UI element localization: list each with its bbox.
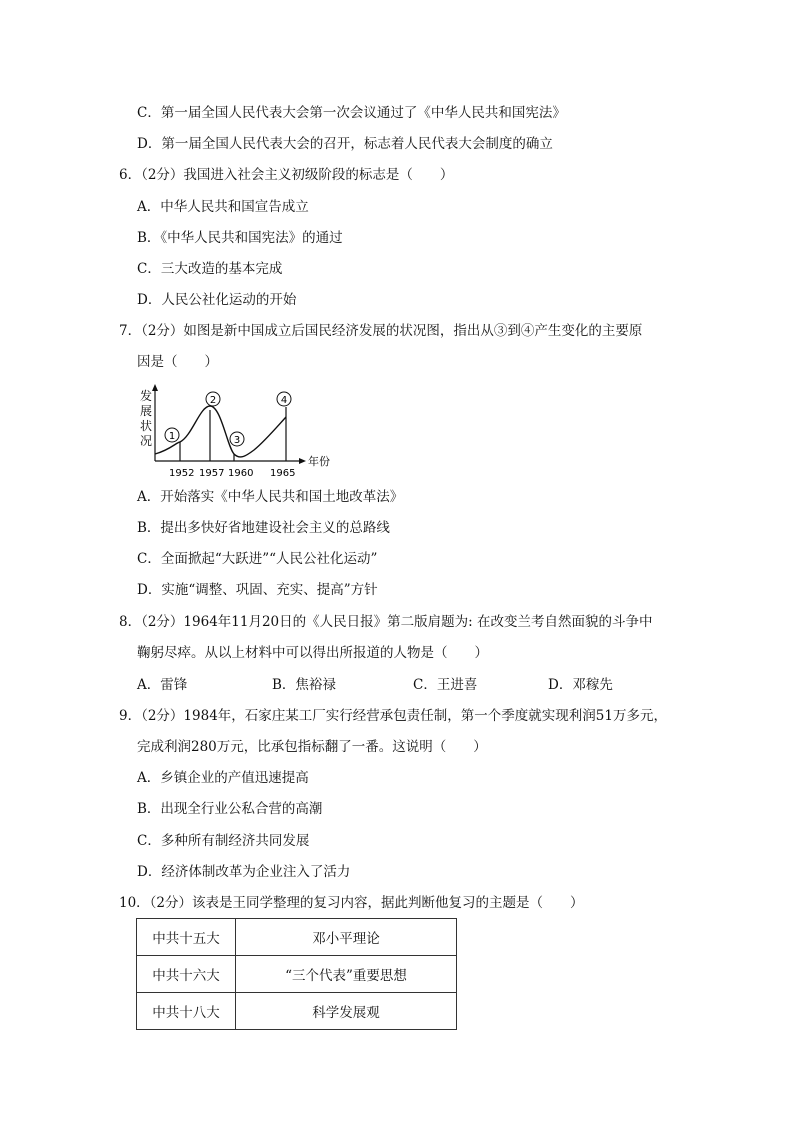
- q9-option-b: B．出现全行业公私合营的高潮: [137, 801, 323, 817]
- review-table: [136, 918, 457, 1030]
- q7-option-a: A．开始落实《中华人民共和国土地改革法》: [137, 489, 404, 505]
- q7-stem-line1: 7．（2分）如图是新中国成立后国民经济发展的状况图，指出从③到④产生变化的主要原: [119, 323, 643, 339]
- q6-option-c: C．三大改造的基本完成: [137, 261, 283, 277]
- q6-option-b: B．《中华人民共和国宪法》的通过: [137, 230, 343, 246]
- figure-ylabel-char: 发: [140, 389, 153, 403]
- q8-stem-line2: 鞠躬尽瘁。从以上材料中可以得出所报道的人物是（ ）: [137, 645, 488, 661]
- q10-stem: 10．（2分）该表是王同学整理的复习内容，据此判断他复习的主题是（ ）: [119, 895, 584, 911]
- point-label-1: 1: [168, 431, 176, 442]
- figure-y-arrow: [152, 384, 158, 391]
- figure-year-label: 1965: [270, 468, 296, 479]
- q9-option-d: D．经济体制改革为企业注入了活力: [137, 864, 351, 880]
- q7-stem-line2: 因是（ ）: [137, 354, 218, 370]
- q8-option-a: A．雷锋: [137, 677, 188, 693]
- q9-option-a: A．乡镇企业的产值迅速提高: [137, 770, 309, 786]
- table-cell-theory: “三个代表”重要思想: [236, 956, 457, 993]
- q6-option-a: A．中华人民共和国宣告成立: [137, 199, 309, 215]
- figure-year-label: 1960: [228, 468, 254, 479]
- table-row: [137, 993, 457, 1030]
- economy-development-figure: [136, 384, 336, 480]
- point-label-4: 4: [280, 395, 288, 406]
- figure-ylabel-char: 状: [140, 419, 153, 433]
- table-cell-congress: 中共十五大: [137, 919, 236, 956]
- q6-stem: 6．（2分）我国进入社会主义初级阶段的标志是（ ）: [119, 167, 454, 183]
- table-row: [137, 956, 457, 993]
- figure-year-label: 1957: [199, 468, 225, 479]
- figure-xlabel: 年份: [308, 455, 330, 468]
- figure-ylabel-char: 况: [140, 434, 153, 448]
- table-cell-congress: 中共十八大: [137, 993, 236, 1030]
- table-cell-theory: 科学发展观: [236, 993, 457, 1030]
- q7-option-c: C．全面掀起“大跃进”“人民公社化运动”: [137, 551, 378, 567]
- q9-stem-line2: 完成利润280万元，比承包指标翻了一番。这说明（ ）: [137, 739, 487, 755]
- table-cell-congress: 中共十六大: [137, 956, 236, 993]
- q7-option-d: D．实施“调整、巩固、充实、提高”方针: [137, 582, 378, 598]
- q5-option-c: C．第一届全国人民代表大会第一次会议通过了《中华人民共和国宪法》: [137, 105, 566, 121]
- q8-option-d: D．邓稼先: [548, 677, 613, 693]
- q6-option-d: D．人民公社化运动的开始: [137, 292, 297, 308]
- q8-stem-line1: 8．（2分）1964年11月20日的《人民日报》第二版肩题为: 在改变兰考自然面貌的斗争中: [119, 614, 653, 630]
- point-label-3: 3: [233, 435, 241, 446]
- table-row: [137, 919, 457, 956]
- table-cell-theory: 邓小平理论: [236, 919, 457, 956]
- q8-option-b: B．焦裕禄: [272, 677, 336, 693]
- figure-year-label: 1952: [169, 468, 195, 479]
- q7-option-b: B．提出多快好省地建设社会主义的总路线: [137, 520, 390, 536]
- q8-option-c: C．王进喜: [413, 677, 478, 693]
- figure-x-arrow: [299, 458, 306, 464]
- q5-option-d: D．第一届全国人民代表大会的召开，标志着人民代表大会制度的确立: [137, 136, 553, 152]
- point-label-2: 2: [209, 395, 217, 406]
- figure-ylabel-char: 展: [140, 404, 153, 418]
- q9-option-c: C．多种所有制经济共同发展: [137, 833, 310, 849]
- q9-stem-line1: 9．（2分）1984年，石家庄某工厂实行经营承包责任制，第一个季度就实现利润51万多元，: [119, 708, 667, 724]
